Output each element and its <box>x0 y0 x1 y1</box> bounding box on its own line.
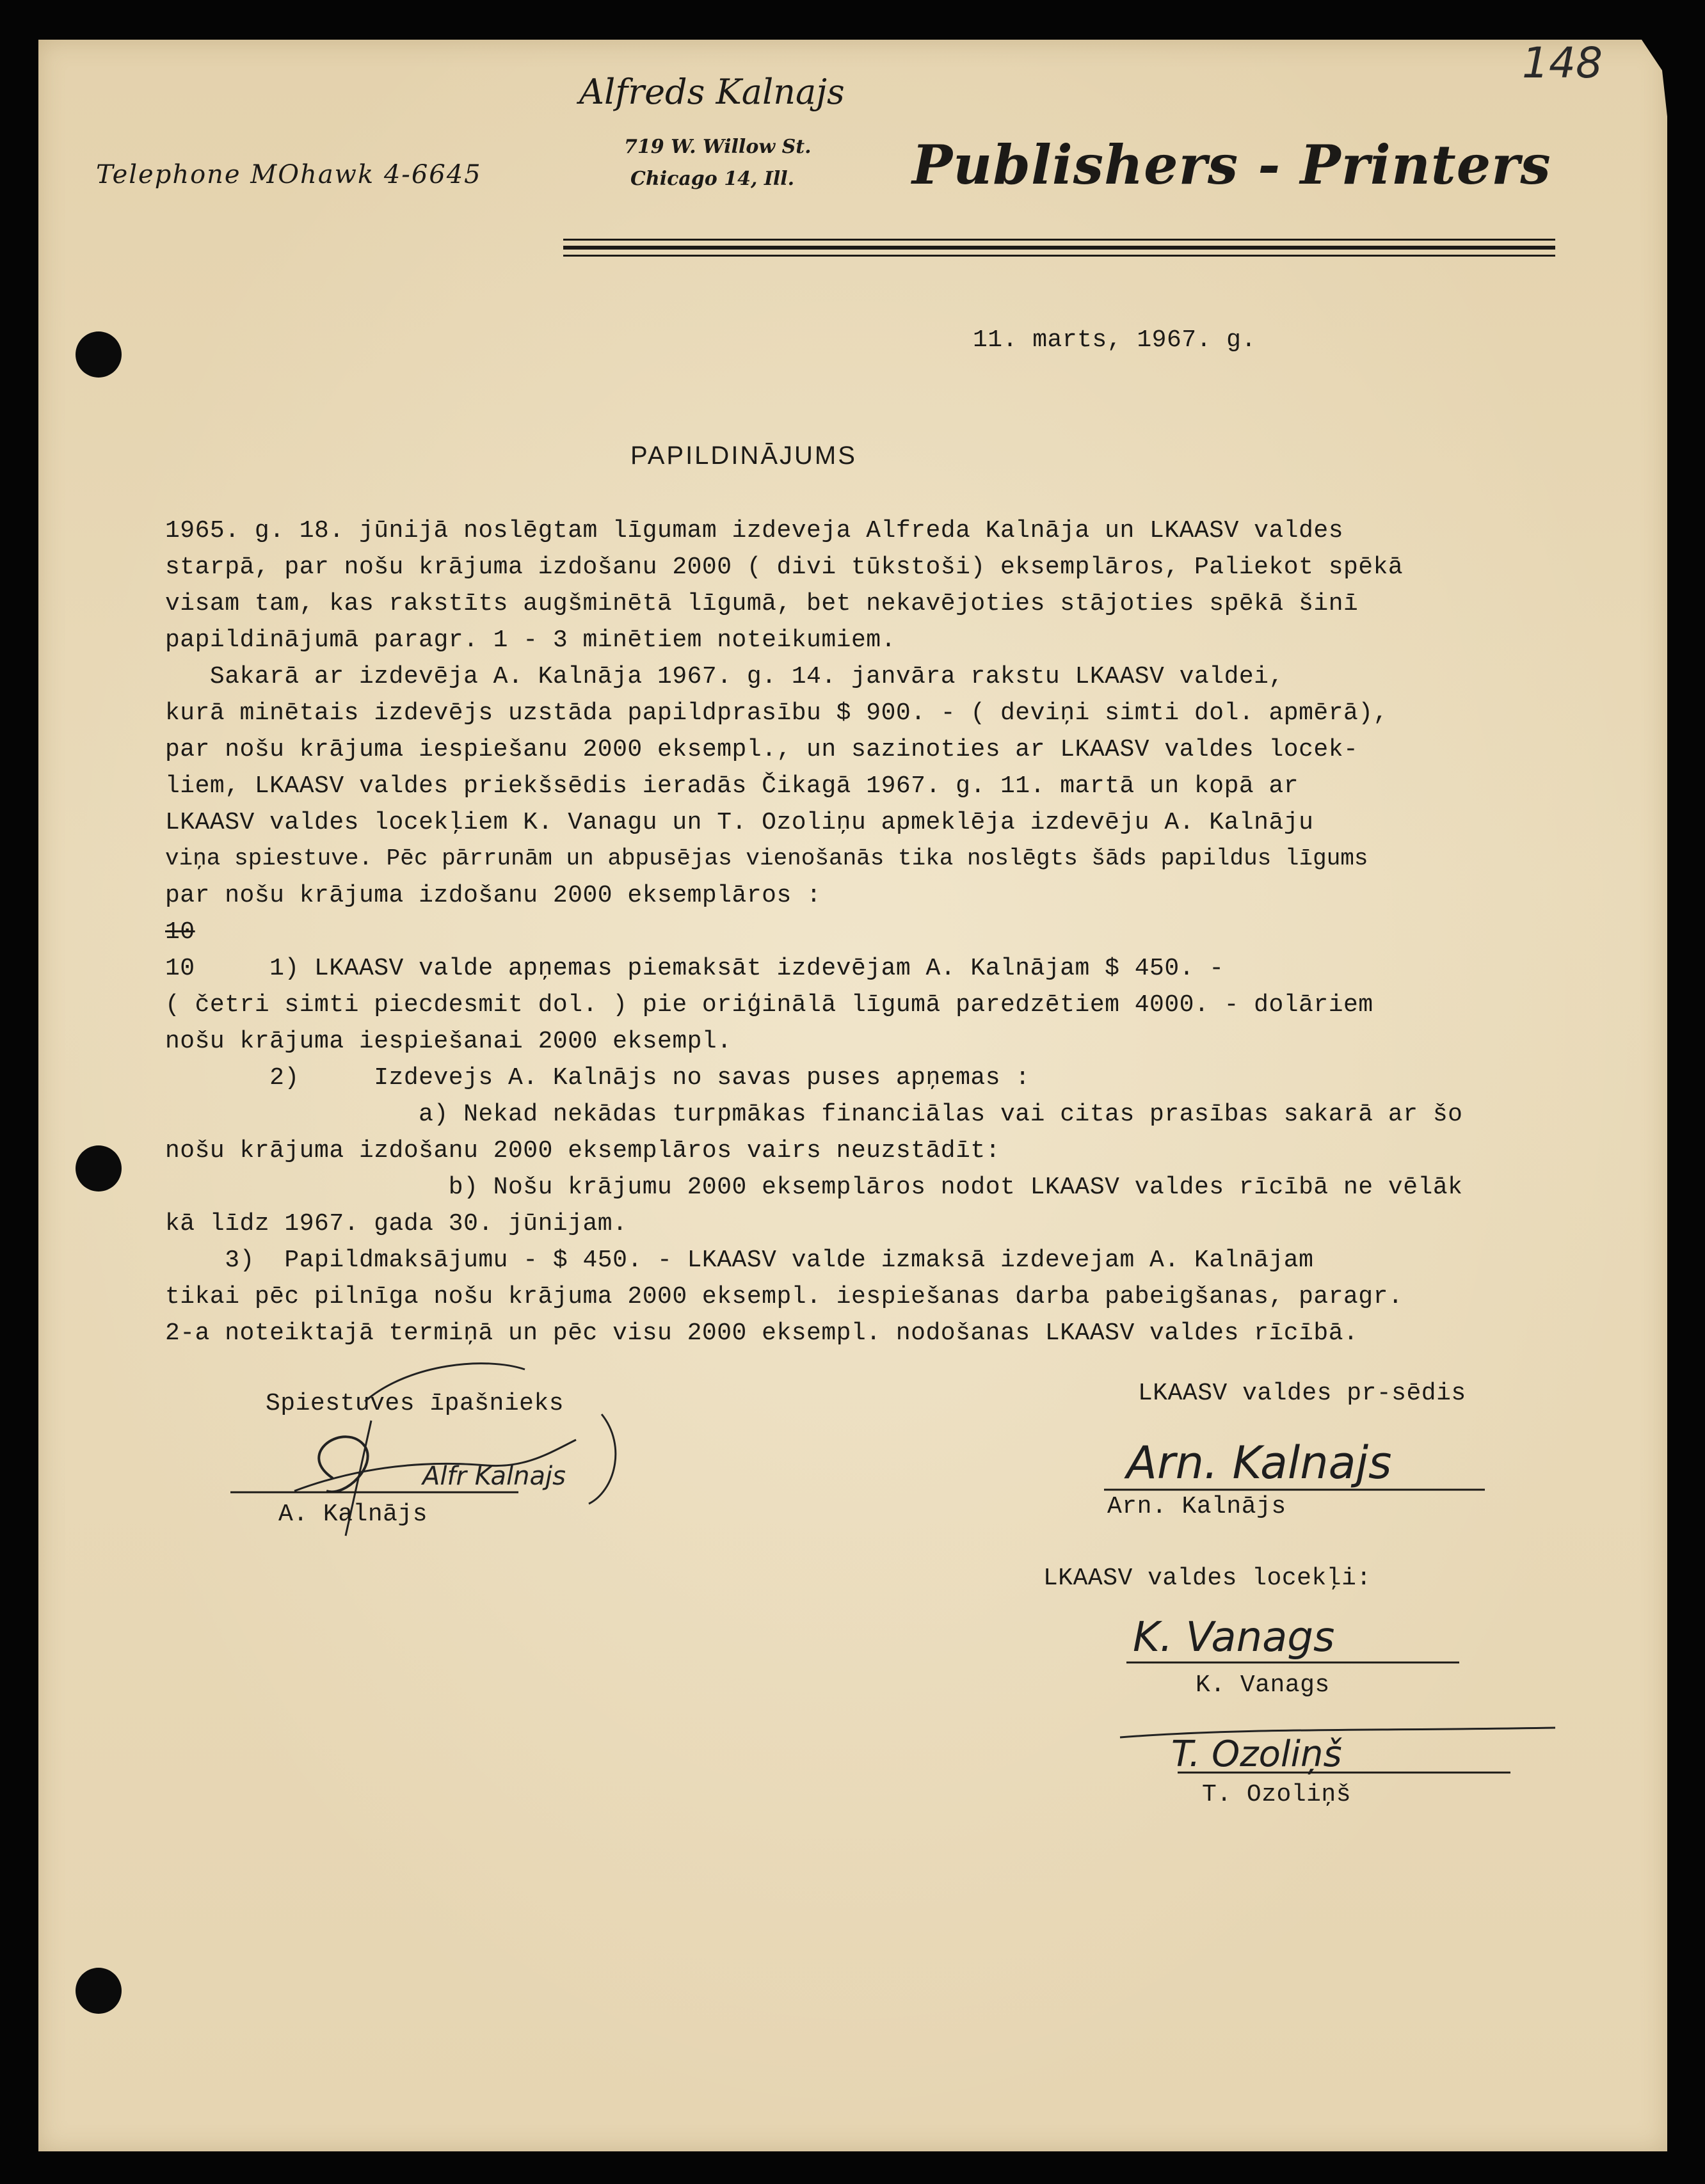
torn-corner <box>1642 40 1667 116</box>
page-number: 148 <box>1522 38 1603 88</box>
body-line: 1965. g. 18. jūnijā noslēgtam līgumam izdeveja Alfreda Kalnāja un LKAASV valdes <box>165 517 1343 545</box>
right-signer-role: LKAASV valdes pr-sēdis <box>1138 1380 1466 1407</box>
body-line: viņa spiestuve. Pēc pārrunām un abpusējas vienošanās tika noslēgts šāds papildus līgums <box>165 845 1368 872</box>
left-signature-text: Alfr Kalnajs <box>422 1462 566 1491</box>
members-label: LKAASV valdes locekļi: <box>1043 1565 1372 1592</box>
body-line: a) Nekad nekādas turpmākas financiālas vai citas prasības sakarā ar šo <box>165 1101 1463 1128</box>
body-line: 3) Papildmaksājumu - $ 450. - LKAASV valde izmaksā izdevejam A. Kalnājam <box>165 1247 1314 1274</box>
body-line: liem, LKAASV valdes priekšsēdis ieradās Čikagā 1967. g. 11. martā un kopā ar <box>165 772 1299 800</box>
letterhead-rule-bottom <box>563 255 1555 257</box>
member1-signature-text: K. Vanags <box>1133 1614 1335 1661</box>
letterhead-trade: Publishers - Printers <box>912 133 1551 196</box>
document-title: PAPILDINĀJUMS <box>630 442 857 470</box>
letter-date: 11. marts, 1967. g. <box>973 326 1256 354</box>
left-signer-role: Spiestuves īpašnieks <box>266 1390 564 1417</box>
right-signature-text: Arn. Kalnajs <box>1126 1437 1392 1489</box>
body-line: LKAASV valdes locekļiem K. Vanagu un T. Ozoliņu apmeklēja izdevēju A. Kalnāju <box>165 809 1314 836</box>
letterhead-address-city: Chicago 14, Ill. <box>630 168 795 190</box>
member1-name: K. Vanags <box>1196 1671 1330 1699</box>
letterhead-rule-top <box>563 239 1555 241</box>
letterhead-telephone: Telephone MOhawk 4-6645 <box>96 160 482 189</box>
body-line: b) Nošu krājumu 2000 eksemplāros nodot LKAASV valdes rīcībā ne vēlāk <box>165 1174 1463 1201</box>
body-line: nošu krājuma iespiešanai 2000 eksempl. <box>165 1028 732 1055</box>
letterhead-rule-middle <box>563 246 1555 250</box>
member1-signature <box>1114 1587 1498 1683</box>
body-line: nošu krājuma izdošanu 2000 eksemplāros vairs neuzstādīt: <box>165 1137 1001 1165</box>
member2-name: T. Ozoliņš <box>1202 1781 1352 1808</box>
body-line: par nošu krājuma iespiešanu 2000 eksempl., un sazinoties ar LKAASV valdes locek- <box>165 736 1359 763</box>
body-line: starpā, par nošu krājuma izdošanu 2000 ( divi tūkstoši) eksemplāros, Paliekot spēkā <box>165 554 1404 581</box>
punch-hole-middle <box>76 1145 122 1192</box>
body-line: tikai pēc pilnīga nošu krājuma 2000 eksempl. iespiešanas darba pabeigšanas, paragr. <box>165 1283 1404 1311</box>
body-line: par nošu krājuma izdošanu 2000 eksemplāros : <box>165 882 822 909</box>
right-signer-name: Arn. Kalnājs <box>1107 1493 1286 1520</box>
body-line: 2-a noteiktajā termiņā un pēc visu 2000 eksempl. nodošanas LKAASV valdes rīcībā. <box>165 1319 1359 1347</box>
left-signer-name: A. Kalnājs <box>278 1501 428 1528</box>
body-line: 10 1) LKAASV valde apņemas piemaksāt izdevējam A. Kalnājam $ 450. - <box>165 955 1224 982</box>
body-line: Sakarā ar izdevēja A. Kalnāja 1967. g. 14. janvāra rakstu LKAASV valdei, <box>165 663 1284 690</box>
letterhead-address-street: 719 W. Willow St. <box>624 136 812 158</box>
body-line-struck: 10 <box>165 918 195 946</box>
letter-paper <box>38 40 1667 2151</box>
body-line: kā līdz 1967. gada 30. jūnijam. <box>165 1210 628 1238</box>
body-line: papildinājumā paragr. 1 - 3 minētiem noteikumiem. <box>165 626 896 654</box>
member2-signature-text: T. Ozoliņš <box>1171 1734 1342 1775</box>
punch-hole-bottom <box>76 1968 122 2014</box>
punch-hole-top <box>76 331 122 378</box>
body-line: ( četri simti piecdesmit dol. ) pie oriģinālā līgumā paredzētiem 4000. - dolāriem <box>165 991 1373 1019</box>
body-line: kurā minētais izdevējs uzstāda papildprasību $ 900. - ( deviņi simti dol. apmērā), <box>165 699 1388 727</box>
body-line: visam tam, kas rakstīts augšminētā līgumā, bet nekavējoties stājoties spēkā šinī <box>165 590 1359 618</box>
body-line: 2) Izdevejs A. Kalnājs no savas puses apņemas : <box>165 1064 1030 1092</box>
letterhead-name: Alfreds Kalnajs <box>579 72 845 112</box>
